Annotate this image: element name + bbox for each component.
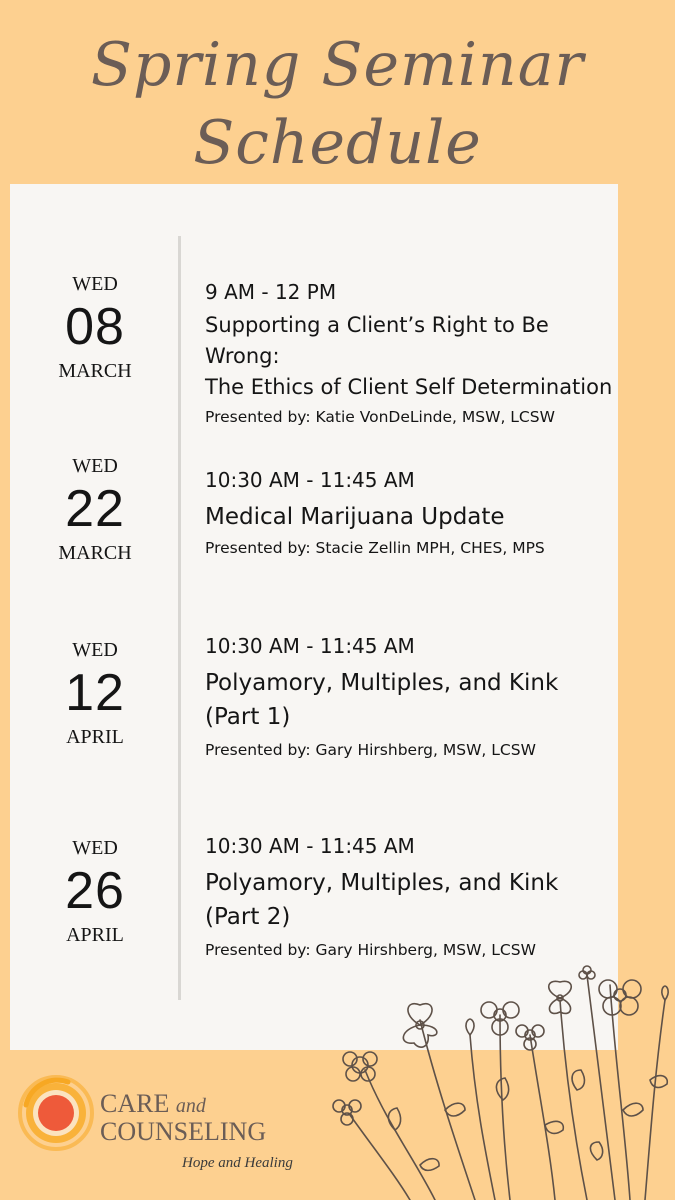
event-1-weekday: WED — [72, 273, 118, 295]
event-1-title-line-2: The Ethics of Client Self Determination — [205, 375, 613, 399]
event-3-title-line-1: Polyamory, Multiples, and Kink — [205, 670, 559, 696]
event-2-time: 10:30 AM - 11:45 AM — [205, 468, 415, 492]
schedule-card — [10, 184, 618, 1050]
event-3-weekday: WED — [72, 639, 118, 661]
event-4-title-line-1: Polyamory, Multiples, and Kink — [205, 870, 559, 896]
event-4-time: 10:30 AM - 11:45 AM — [205, 834, 415, 858]
event-3-details — [205, 632, 615, 762]
event-1-time: 9 AM - 12 PM — [205, 280, 337, 304]
logo-word-and: and — [175, 1095, 206, 1117]
event-1-month: MARCH — [58, 360, 132, 382]
event-3-title-line-2: (Part 1) — [205, 704, 291, 730]
event-4-title-line-2: (Part 2) — [205, 904, 291, 930]
logo-wordmark — [100, 1091, 266, 1145]
logo-word-care: CARE — [100, 1089, 170, 1118]
event-2-weekday: WED — [72, 455, 118, 477]
event-2-date — [30, 454, 160, 566]
event-3-presenter: Presented by: Gary Hirshberg, MSW, LCSW — [205, 741, 536, 759]
wildflowers-illustration — [325, 960, 675, 1200]
event-2-presenter: Presented by: Stacie Zellin MPH, CHES, MPS — [205, 539, 545, 557]
event-2-details — [205, 466, 615, 560]
sun-logo-icon — [18, 1075, 94, 1151]
logo-word-counseling: COUNSELING — [100, 1117, 267, 1146]
event-3-day: 12 — [65, 664, 125, 722]
event-1-details — [205, 278, 615, 429]
event-1-day: 08 — [65, 298, 125, 356]
event-4-details — [205, 832, 615, 962]
care-and-counseling-logo — [18, 1075, 318, 1185]
event-4-day: 26 — [65, 862, 125, 920]
event-2-title: Medical Marijuana Update — [205, 504, 505, 530]
title-line-2: Schedule — [193, 108, 482, 178]
event-4-weekday: WED — [72, 837, 118, 859]
event-2-month: MARCH — [58, 542, 132, 564]
event-1-presenter: Presented by: Katie VonDeLinde, MSW, LCSW — [205, 408, 555, 426]
logo-tagline: Hope and Healing — [182, 1155, 293, 1171]
event-3-date — [30, 638, 160, 750]
event-4-date — [30, 836, 160, 948]
event-3-time: 10:30 AM - 11:45 AM — [205, 634, 415, 658]
event-1-title-line-1: Supporting a Client’s Right to Be Wrong: — [205, 313, 549, 368]
event-4-month: APRIL — [66, 924, 124, 946]
timeline-divider — [178, 236, 181, 1000]
event-2-day: 22 — [65, 480, 125, 538]
event-4-presenter: Presented by: Gary Hirshberg, MSW, LCSW — [205, 941, 536, 959]
event-1-date — [30, 272, 160, 384]
event-3-month: APRIL — [66, 726, 124, 748]
title-line-1: Spring Seminar — [90, 30, 585, 100]
